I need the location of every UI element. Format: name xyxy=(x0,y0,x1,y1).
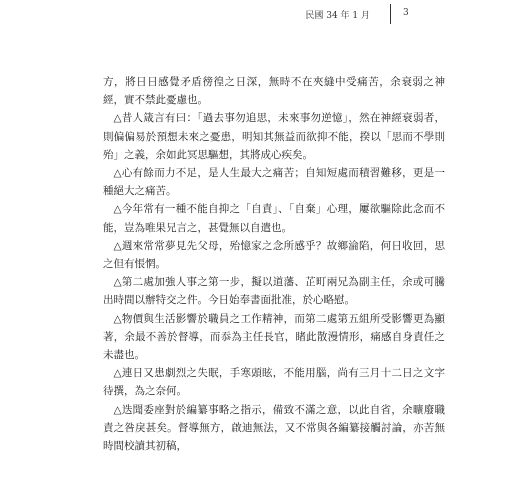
paragraph: △今年常有一種不能自抑之「自責」、「自棄」心理，屢欲驅除此念而不能，豈為唯果兄言之，甚覺無以自遣也。 xyxy=(103,203,445,234)
paragraph: △第二處加強人事之第一步，擬以道藩、芷町兩兄為副主任，余或可騰出時間以辦特交之件。今日始奉書面批准，於心略慰。 xyxy=(103,276,445,307)
running-head: 民國 34 年 1 月 xyxy=(305,11,370,21)
page-number: 3 xyxy=(403,8,409,18)
paragraph: △物價與生活影響於職員之工作精神，而第二處第五組所受影響更為顯著，余最不善於督導，而忝為主任長官，睹此散漫情形，痛感自身責任之未盡也。 xyxy=(103,312,445,362)
paragraph: △連日又患劇烈之失眠，手寒頭眩，不能用腦，尚有三月十二日之文字待撰，為之奈何。 xyxy=(103,367,445,398)
paragraph: 方，將日日感覺矛盾徬徨之日深，無時不在夾縫中受痛苦，余衰弱之神經，實不禁此憂慮也。 xyxy=(103,76,445,107)
paragraph: △迭聞委座對於編纂事略之指示，備致不滿之意，以此自省，余曠廢職責之咎戾甚矣。督導無方，啟迪無法，又不常與各編纂接觸討論，亦苦無時間校讀其初稿， xyxy=(103,403,445,453)
paragraph: △週來常常夢見先父母，殆憶家之念所感乎？故鄉淪陷，何日收回，思之但有悵惘。 xyxy=(103,239,445,271)
paragraph: △心有餘而力不足，是人生最大之痛苦；自知短處而積習難移，更是一種絕大之痛苦。 xyxy=(103,167,445,198)
paragraph: △昔人箴言有曰：「過去事勿追思，未來事勿逆憶」，然在神經衰弱者，則偏偏易於預想未來之憂患，明知其無益而欲抑不能，揆以「思而不學則殆」之義，余如此冥思驅想，其將成心疾矣。 xyxy=(103,112,445,161)
header-divider xyxy=(390,4,391,24)
diary-body xyxy=(103,73,445,455)
page-header xyxy=(0,4,520,26)
